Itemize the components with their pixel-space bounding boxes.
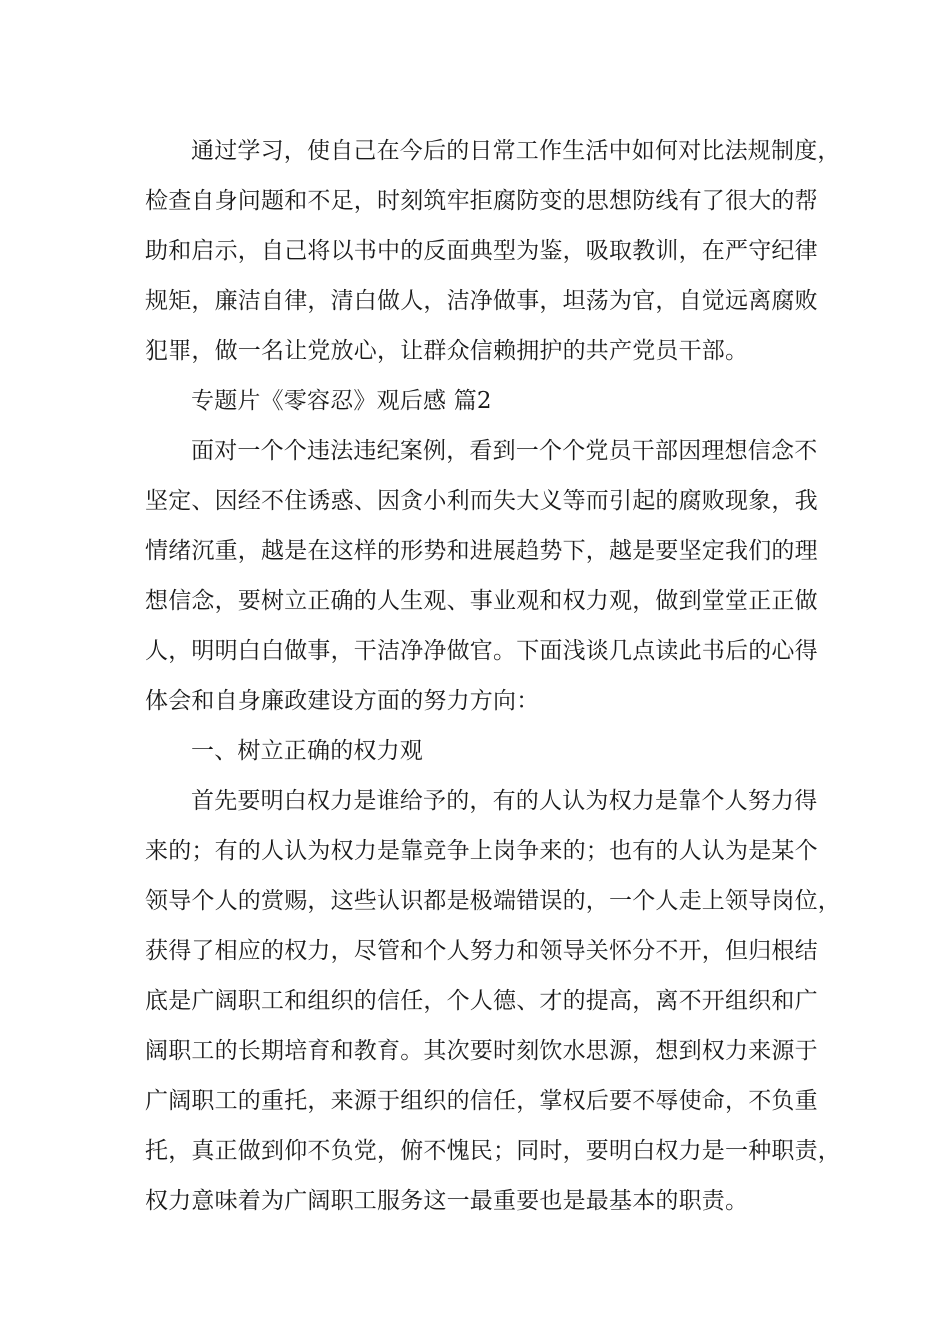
paragraph-line: 坚定、因经不住诱惑、因贪小利而失大义等而引起的腐败现象，我 — [145, 488, 818, 514]
paragraph-line: 通过学习，使自己在今后的日常工作生活中如何对比法规制度， — [191, 138, 841, 164]
paragraph-line: 领导个人的赏赐，这些认识都是极端错误的，一个人走上领导岗位， — [145, 888, 841, 914]
paragraph-line: 面对一个个违法违纪案例，看到一个个党员干部因理想信念不 — [191, 438, 818, 464]
paragraph-line: 人，明明白白做事，干洁净净做官。下面浅谈几点读此书后的心得 — [145, 638, 818, 664]
paragraph-line: 阔职工的长期培育和教育。其次要时刻饮水思源，想到权力来源于 — [145, 1038, 818, 1064]
paragraph-line: 获得了相应的权力，尽管和个人努力和领导关怀分不开，但归根结 — [145, 938, 818, 964]
paragraph-line: 权力意味着为广阔职工服务这一最重要也是最基本的职责。 — [145, 1188, 749, 1214]
subsection-heading: 一、树立正确的权力观 — [191, 738, 423, 764]
paragraph-line: 情绪沉重，越是在这样的形势和进展趋势下，越是要坚定我们的理 — [145, 538, 818, 564]
paragraph-line: 犯罪，做一名让党放心，让群众信赖拥护的共产党员干部。 — [145, 338, 749, 364]
paragraph-line: 检查自身问题和不足，时刻筑牢拒腐防变的思想防线有了很大的帮 — [145, 188, 818, 214]
paragraph-line: 底是广阔职工和组织的信任，个人德、才的提高，离不开组织和广 — [145, 988, 818, 1014]
paragraph-line: 首先要明白权力是谁给予的，有的人认为权力是靠个人努力得 — [191, 788, 818, 814]
paragraph-line: 广阔职工的重托，来源于组织的信任，掌权后要不辱使命，不负重 — [145, 1088, 818, 1114]
section-heading: 专题片《零容忍》观后感 篇2 — [191, 388, 492, 414]
paragraph-line: 体会和自身廉政建设方面的努力方向： — [145, 688, 540, 714]
paragraph-line: 规矩，廉洁自律，清白做人，洁净做事，坦荡为官，自觉远离腐败 — [145, 288, 818, 314]
paragraph-line: 想信念，要树立正确的人生观、事业观和权力观，做到堂堂正正做 — [145, 588, 818, 614]
paragraph-line: 托，真正做到仰不负党，俯不愧民；同时，要明白权力是一种职责， — [145, 1138, 841, 1164]
paragraph-line: 来的；有的人认为权力是靠竞争上岗争来的；也有的人认为是某个 — [145, 838, 818, 864]
paragraph-line: 助和启示，自己将以书中的反面典型为鉴，吸取教训，在严守纪律 — [145, 238, 818, 264]
